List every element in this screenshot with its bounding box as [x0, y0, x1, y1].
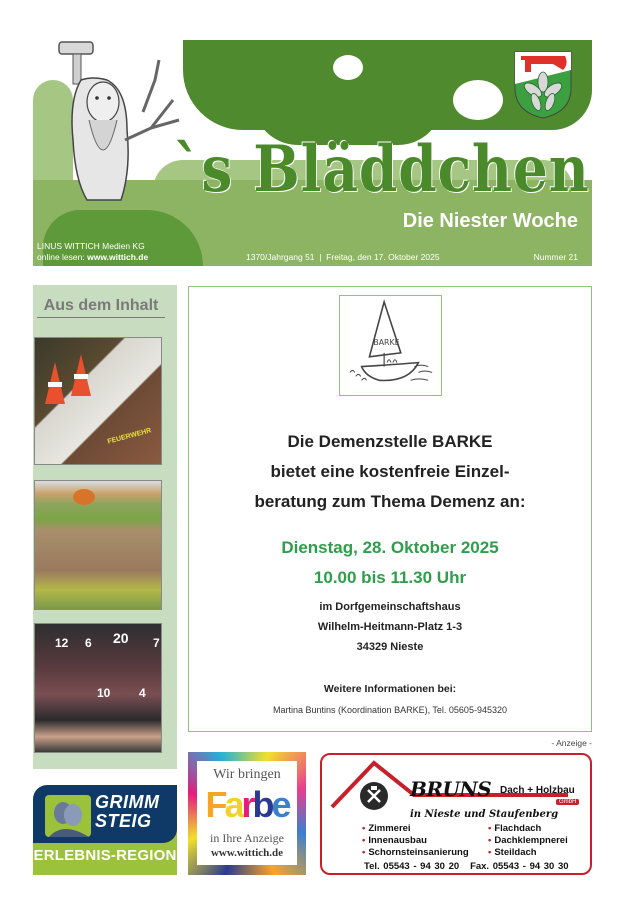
bruns-company-name: BRUNS [410, 777, 492, 801]
farbe-wordmark: Farbe [205, 784, 289, 825]
bruns-contact [364, 861, 569, 872]
autumn-tree [73, 489, 95, 505]
event-venue: im Dorfgemeinschaftshaus [319, 601, 461, 613]
bruns-services-right: • Flachdach • Dachklempnerei • Steildach [488, 823, 568, 859]
svg-text:BARKE: BARKE [373, 338, 400, 348]
notice-headline-line: beratung zum Thema Demenz an: [254, 492, 526, 511]
more-info-title: Weitere Informationen bei: [323, 683, 457, 695]
firefighters-training-photo[interactable] [34, 337, 162, 465]
bruns-phone: Tel. 05543 - 94 30 20 [364, 861, 460, 872]
notice-headline-line: bietet eine kostenfreie Einzel- [270, 462, 510, 481]
publisher-info [37, 241, 148, 263]
masthead [33, 40, 592, 266]
bruns-services-left: • Zimmerei • Innenausbau • Schornsteinsanierung [362, 823, 469, 859]
bruns-fax: Fax. 05543 - 94 30 30 [470, 861, 569, 872]
publisher-url-link[interactable]: www.wittich.de [87, 252, 149, 262]
more-info-contact: Martina Buntins (Koordination BARKE), Tel. 05605-945320 [273, 705, 507, 715]
sailboat-icon [340, 296, 441, 395]
grimmsteig-ad[interactable] [33, 785, 177, 875]
volleyball-team-photo[interactable]: 12 6 20 7 10 4 [34, 623, 162, 753]
event-street: Wilhelm-Heitmann-Platz 1-3 [317, 621, 463, 633]
notice-body [189, 427, 591, 657]
sidebar-title: Aus dem Inhalt [37, 297, 165, 318]
autumn-field-landscape-photo[interactable] [34, 480, 162, 610]
issue-info: 1370/Jahrgang 51 | Freitag, den 17. Oktober 2025 [246, 252, 440, 262]
coat-of-arms-icon [513, 50, 573, 120]
bruns-trade: Dach + Holzbau [500, 785, 575, 796]
issue-number: Nummer 21 [533, 252, 578, 262]
advertisement-label: - Anzeige - [551, 738, 592, 748]
newspaper-subtitle: Die Niester Woche [402, 210, 578, 232]
event-city: 34329 Nieste [356, 641, 424, 653]
firefighter-jacket-label: FEUERWEHR [106, 427, 153, 446]
bruns-locations: in Nieste und Staufenberg [410, 809, 559, 820]
barke-notice [188, 286, 592, 732]
event-date: Dienstag, 28. Oktober 2025 [281, 538, 499, 557]
erlebnis-region-label: ERLEBNIS-REGION [33, 847, 177, 864]
grimm-brothers-portrait-icon [45, 795, 91, 837]
tree-man-carving-icon [51, 40, 181, 205]
publisher-name: LINUS WITTICH Medien KG [37, 241, 145, 251]
newspaper-title: `s Bläddchen [173, 132, 590, 207]
bruns-roofing-ad[interactable] [320, 753, 592, 875]
event-time: 10.00 bis 11.30 Uhr [313, 568, 467, 587]
wittich-url-link[interactable]: www.wittich.de [210, 847, 284, 859]
bruns-legal-form: GmbH [556, 799, 579, 805]
contents-sidebar [33, 285, 177, 769]
wittich-color-ad[interactable]: Wir bringen Farbe in Ihre Anzeige www.wittich.de [188, 752, 306, 875]
online-read-line: online lesen: www.wittich.de [37, 252, 149, 262]
grimmsteig-logo-text: GRIMM STEIG [95, 792, 160, 831]
barke-logo [339, 295, 442, 396]
roofer-guild-emblem-icon [360, 782, 388, 810]
notice-headline-line: Die Demenzstelle BARKE [287, 432, 493, 451]
